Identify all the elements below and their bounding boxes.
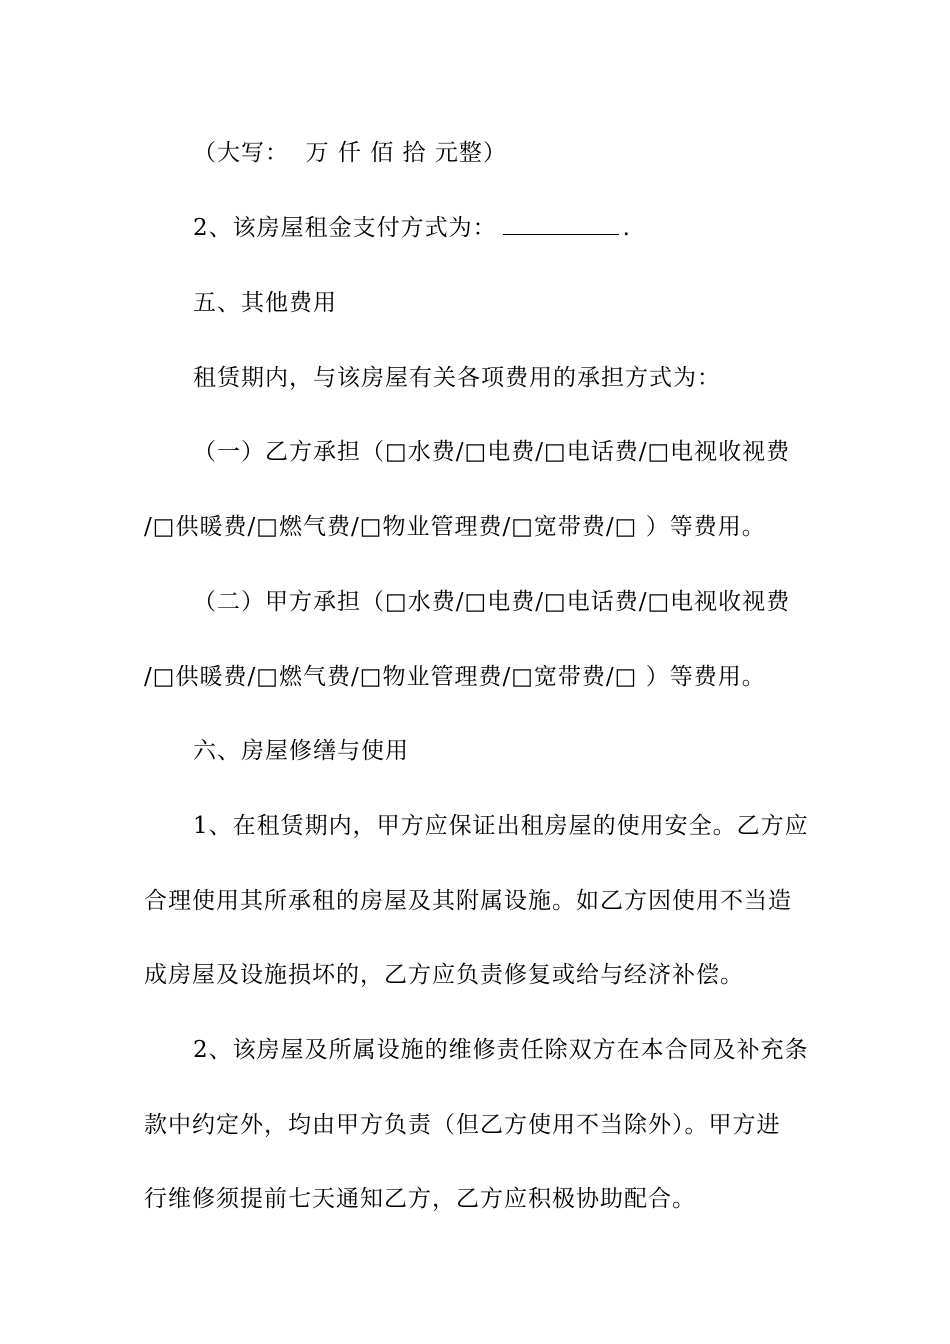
paragraph-line: 合理使用其所承租的房屋及其附属设施。如乙方因使用不当造	[144, 888, 792, 914]
paragraph-line: /□供暖费/□燃气费/□物业管理费/□宽带费/□ ）等费用。	[144, 664, 766, 690]
paragraph-line: 1、在租赁期内，甲方应保证出租房屋的使用安全。乙方应	[193, 813, 809, 839]
payment-method-line	[0, 212, 950, 244]
payment-method-label: 2、该房屋租金支付方式为：	[193, 215, 497, 241]
paragraph-line: /□供暖费/□燃气费/□物业管理费/□宽带费/□ ）等费用。	[144, 514, 766, 540]
amount-in-words-line: （大写： 万 仟 佰 拾 元整）	[193, 140, 507, 166]
section-six-heading: 六、房屋修缮与使用	[193, 738, 409, 764]
paragraph-line: 2、该房屋及所属设施的维修责任除双方在本合同及补充条	[193, 1037, 809, 1063]
payment-method-blank	[503, 212, 619, 235]
paragraph-line: 款中约定外，均由甲方负责（但乙方使用不当除外）。甲方进	[144, 1112, 781, 1138]
paragraph-line: （二）甲方承担（□水费/□电费/□电话费/□电视收视费	[193, 589, 791, 615]
payment-method-end: .	[622, 215, 631, 241]
paragraph-line: （一）乙方承担（□水费/□电费/□电话费/□电视收视费	[193, 439, 791, 465]
paragraph-line: 租赁期内，与该房屋有关各项费用的承担方式为：	[193, 365, 721, 391]
section-five-heading: 五、其他费用	[193, 290, 337, 316]
paragraph-line: 行维修须提前七天通知乙方，乙方应积极协助配合。	[144, 1186, 696, 1212]
paragraph-line: 成房屋及设施损坏的，乙方应负责修复或给与经济补偿。	[144, 962, 744, 988]
